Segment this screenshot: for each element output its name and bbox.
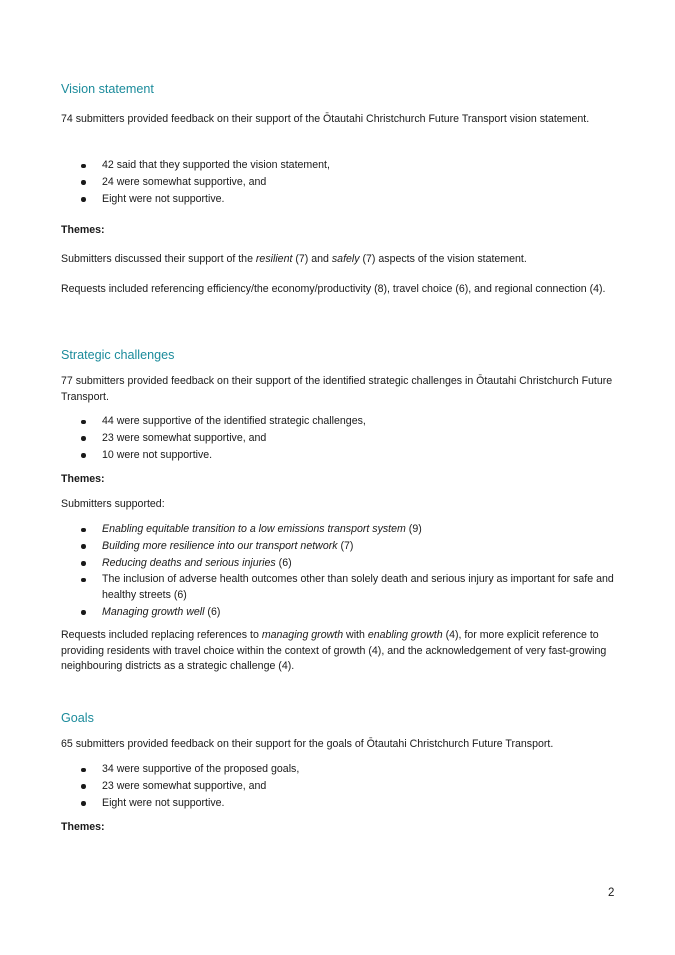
vision-themes-paragraph-2: Requests included referencing efficiency/the economy/productivity (8), travel choice (6), and regional connection (4). xyxy=(61,283,606,295)
challenges-themes-label: Themes: xyxy=(61,473,105,485)
challenges-heading: Strategic challenges xyxy=(61,348,175,362)
challenges-intro: 77 submitters provided feedback on their support of the identified strategic challenges in Ōtautahi Christchurch Future Transport. xyxy=(61,375,613,403)
list-item: 34 were supportive of the proposed goals, xyxy=(61,762,616,778)
list-item: Enabling equitable transition to a low emissions transport system (9) xyxy=(61,522,616,538)
goals-intro: 65 submitters provided feedback on their support for the goals of Ōtautahi Christchurch Future Transport. xyxy=(61,738,554,750)
vision-intro: 74 submitters provided feedback on their support of the Ōtautahi Christchurch Future Transport vision statement. xyxy=(61,113,590,125)
bullet-icon xyxy=(81,420,86,425)
list-item: Managing growth well (6) xyxy=(61,605,616,621)
vision-heading: Vision statement xyxy=(61,82,154,96)
bullet-icon xyxy=(81,578,86,583)
list-item: 44 were supportive of the identified strategic challenges, xyxy=(61,414,616,430)
vision-themes-label: Themes: xyxy=(61,224,105,236)
list-item: Eight were not supportive. xyxy=(61,192,616,208)
challenges-supported-list xyxy=(61,522,616,621)
list-item: 10 were not supportive. xyxy=(61,448,616,464)
goals-bullet-list xyxy=(61,762,616,812)
bullet-icon xyxy=(81,528,86,533)
bullet-icon xyxy=(81,453,86,458)
list-item: 23 were somewhat supportive, and xyxy=(61,779,616,795)
challenges-supported-label: Submitters supported: xyxy=(61,498,165,510)
goals-heading: Goals xyxy=(61,711,94,725)
list-item: Building more resilience into our transport network (7) xyxy=(61,539,616,555)
bullet-icon xyxy=(81,436,86,441)
list-item: Eight were not supportive. xyxy=(61,796,616,812)
bullet-icon xyxy=(81,197,86,202)
list-item: Reducing deaths and serious injuries (6) xyxy=(61,556,616,572)
bullet-icon xyxy=(81,768,86,773)
bullet-icon xyxy=(81,180,86,185)
vision-bullet-list xyxy=(61,158,616,208)
list-item: The inclusion of adverse health outcomes other than solely death and serious injury as important for safe and healthy streets (6) xyxy=(61,572,616,603)
list-item: 23 were somewhat supportive, and xyxy=(61,431,616,447)
goals-themes-label: Themes: xyxy=(61,821,105,833)
bullet-icon xyxy=(81,544,86,549)
challenges-requests-paragraph: Requests included replacing references to managing growth with enabling growth (4), for more explicit reference to providing residents with travel choice within the context of growth (4), and the acknowledgement of very fast-growing neighbouring districts as a strategic challenge (4). xyxy=(61,629,607,672)
challenges-bullet-list xyxy=(61,414,616,464)
page-number: 2 xyxy=(608,887,615,899)
bullet-icon xyxy=(81,784,86,789)
bullet-icon xyxy=(81,164,86,169)
list-item: 24 were somewhat supportive, and xyxy=(61,175,616,191)
bullet-icon xyxy=(81,610,86,615)
list-item: 42 said that they supported the vision statement, xyxy=(61,158,616,174)
vision-themes-paragraph-1: Submitters discussed their support of the resilient (7) and safely (7) aspects of the vision statement. xyxy=(61,253,527,265)
bullet-icon xyxy=(81,801,86,806)
bullet-icon xyxy=(81,561,86,566)
